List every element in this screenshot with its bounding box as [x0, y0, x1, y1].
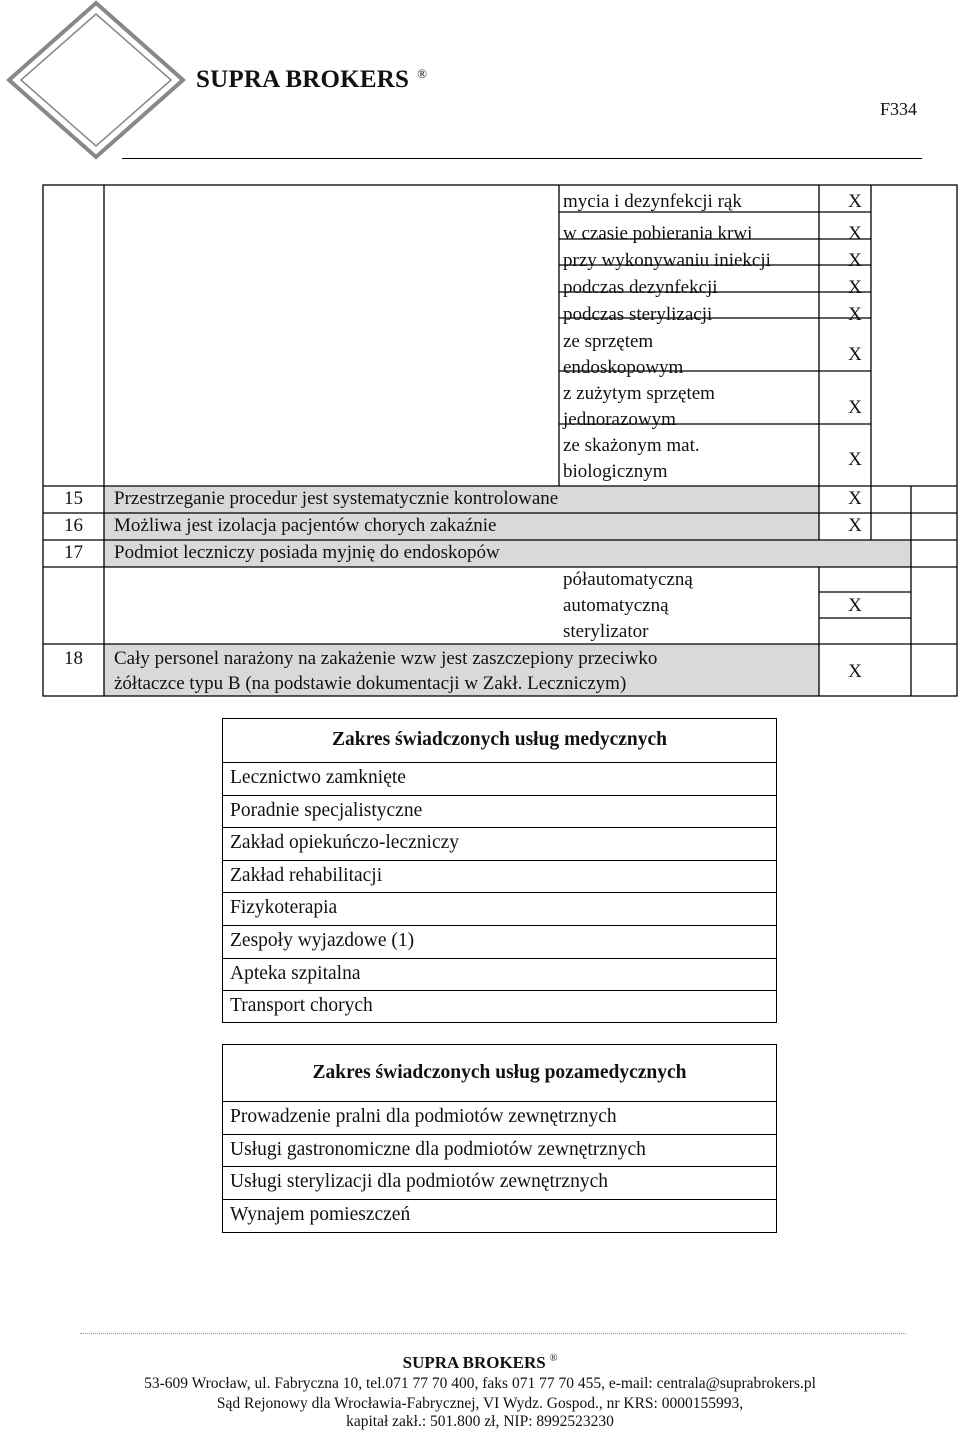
row-mark: X: [848, 661, 862, 682]
subitem-mark: X: [848, 449, 862, 470]
subitem-label-line2: biologicznym: [563, 461, 668, 482]
row-mark: X: [848, 515, 862, 536]
medical-services-title: Zakres świadczonych usług medycznych: [332, 729, 667, 750]
footer-registry: Sąd Rejonowy dla Wrocławia-Fabrycznej, VI Wydz. Gospod., nr KRS: 0000155993,: [216, 1395, 744, 1412]
list-item: Prowadzenie pralni dla podmiotów zewnętrznych: [223, 1101, 776, 1134]
subitem-label-line2: endoskopowym: [563, 357, 684, 378]
list-item: Apteka szpitalna: [223, 958, 776, 991]
row-text: Przestrzeganie procedur jest systematycznie kontrolowane: [114, 488, 559, 509]
list-item: Usługi gastronomiczne dla podmiotów zewnętrznych: [223, 1134, 776, 1167]
footer-address: 53-609 Wrocław, ul. Fabryczna 10, tel.071 77 70 400, faks 071 77 70 455, e-mail: centrala@suprabrokers.pl: [144, 1375, 816, 1392]
list-item: Zespoły wyjazdowe (1): [223, 925, 776, 958]
subitem-mark: X: [848, 277, 862, 298]
subitem-mark: X: [848, 223, 862, 244]
subitem-mark: X: [848, 344, 862, 365]
row-text-line1: Cały personel narażony na zakażenie wzw jest zaszczepiony przeciwko: [114, 648, 658, 669]
footer-divider: [80, 1333, 906, 1334]
row-mark: X: [848, 488, 862, 509]
form-code: F334: [880, 99, 918, 119]
subitem-label: przy wykonywaniu iniekcji: [563, 250, 771, 271]
subitem-label: w czasie pobierania krwi: [563, 223, 753, 244]
row-text: Możliwa jest izolacja pacjentów chorych zakaźnie: [114, 515, 497, 536]
subitem-label: podczas dezynfekcji: [563, 277, 718, 298]
footer-brand: SUPRA BROKERS ®: [402, 1353, 558, 1372]
row-number: 17: [64, 542, 83, 563]
subitem-label: sterylizator: [563, 621, 649, 642]
row-text-line2: żółtaczce typu B (na podstawie dokumentacji w Zakł. Leczniczym): [114, 673, 627, 694]
subitem-mark: X: [848, 304, 862, 325]
list-item: Usługi sterylizacji dla podmiotów zewnętrznych: [223, 1166, 776, 1199]
subitem-label-line1: ze skażonym mat.: [563, 435, 700, 456]
nonmedical-services-panel: [222, 1044, 777, 1233]
row-number: 18: [64, 648, 83, 669]
header-brand: SUPRA BROKERS ®: [196, 66, 428, 93]
list-item: Zakład opiekuńczo-leczniczy: [223, 827, 776, 860]
row-number: 16: [64, 515, 83, 536]
company-logo: [6, 0, 186, 160]
subitem-label: podczas sterylizacji: [563, 304, 713, 325]
subitem-mark: X: [848, 191, 862, 212]
header-divider: [122, 158, 922, 159]
subitem-mark: X: [848, 250, 862, 271]
subitem-label-line1: z zużytym sprzętem: [563, 383, 715, 404]
subitem-mark: X: [848, 397, 862, 418]
footer-capital: kapitał zakł.: 501.800 zł, NIP: 8992523230: [346, 1413, 614, 1430]
checklist-table-grid: [42, 184, 958, 697]
subitem-label: mycia i dezynfekcji rąk: [563, 191, 742, 212]
medical-services-panel: [222, 718, 777, 1023]
list-item: Zakład rehabilitacji: [223, 860, 776, 893]
subitem-label-line2: jednorazowym: [563, 409, 676, 430]
subitem-mark: X: [848, 595, 862, 616]
subitem-label: półautomatyczną: [563, 569, 693, 590]
nonmedical-services-title: Zakres świadczonych usług pozamedycznych: [312, 1062, 687, 1083]
list-item: Poradnie specjalistyczne: [223, 795, 776, 828]
list-item: Transport chorych: [223, 990, 776, 1023]
subitem-label-line1: ze sprzętem: [563, 331, 654, 352]
subitem-label: automatyczną: [563, 595, 669, 616]
row-text: Podmiot leczniczy posiada myjnię do endoskopów: [114, 542, 500, 563]
list-item: Wynajem pomieszczeń: [223, 1199, 776, 1232]
list-item: Fizykoterapia: [223, 892, 776, 925]
row-number: 15: [64, 488, 83, 509]
list-item: Lecznictwo zamknięte: [223, 762, 776, 795]
